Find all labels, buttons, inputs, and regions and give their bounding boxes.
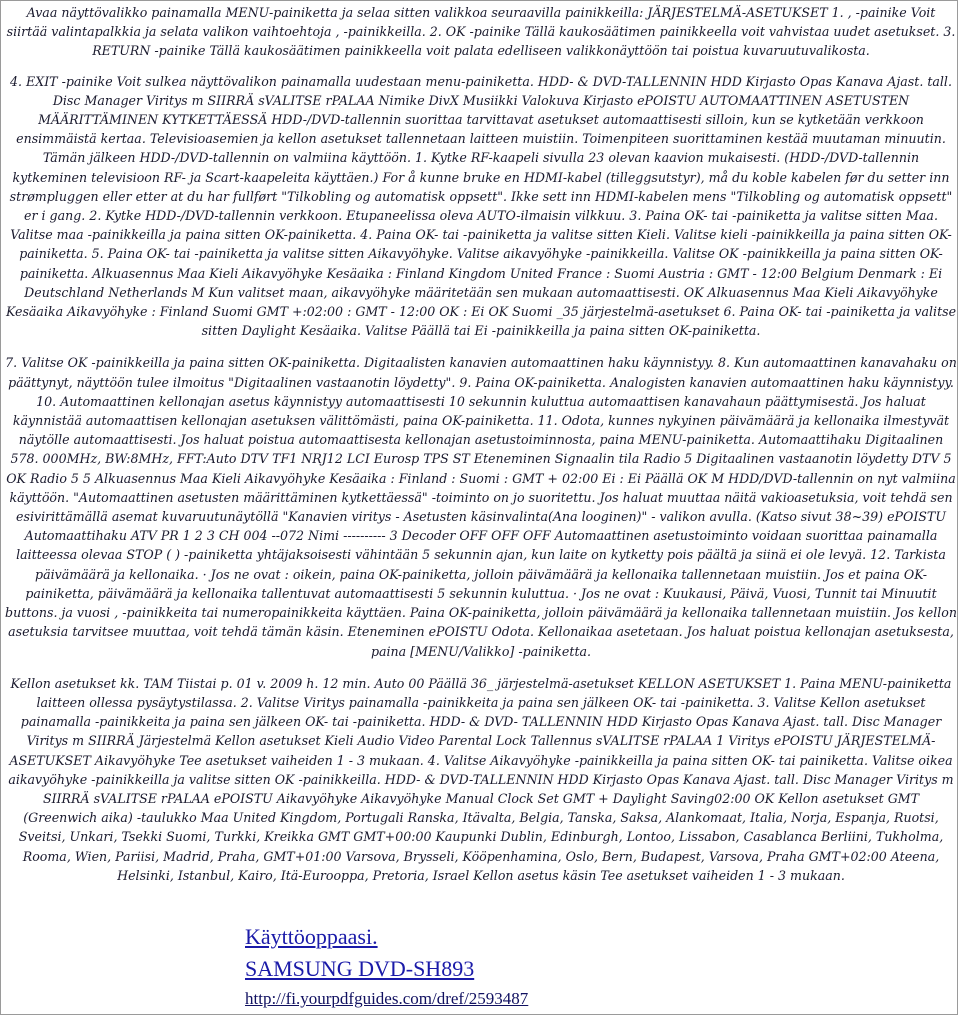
document-body — [5, 3, 957, 885]
product-link[interactable]: SAMSUNG DVD-SH893 — [245, 956, 475, 981]
paragraph-spacer — [5, 661, 957, 674]
paragraph-spacer — [5, 340, 957, 353]
paragraph-auto-setup: 4. EXIT -painike Voit sulkea näyttövalikon painamalla uudestaan menu-painiketta. HDD- & DVD-TALLENNIN HDD Kirjasto Opas Kanava Ajast. tall. Disc Manager Viritys m SIIRRÄ sVALITSE rPALAA Nimike DivX Musiikki Valokuva Kirjasto ePOISTU AUTOMAATTINEN ASETUSTEN MÄÄRITTÄMINEN KYTKETTÄESSÄ HDD-/DVD-tallennin suorittaa tarvittavat asetukset automaattisesti silloin, kun se kytketään verkkoon ensimmäistä kertaa. Televisioasemien ja kellon asetukset tallennetaan laitteen muistiin. Toimenpiteen suorittaminen kestää muutaman minuutin. Tämän jälkeen HDD-/DVD-tallennin on valmiina käyttöön. 1. Kytke RF-kaapeli sivulla 23 olevan kaavion mukaisesti. (HDD-/DVD-tallennin kytkeminen televisioon RF- ja Scart-kaapeleita käyttäen.) For å kunne bruke en HDMI-kabel (tilleggsutstyr), må du koble kabelen før du setter inn strømpluggen eller etter at du har fullført "Tilkobling og automatisk oppsett". Ikke sett inn HDMI-kabelen mens "Tilkobling og automatisk oppsett" er i gang. 2. Kytke HDD-/DVD-tallennin verkkoon. Etupaneelissa oleva AUTO-ilmaisin vilkkuu. 3. Paina OK- tai -painiketta ja valitse sitten Maa. Valitse maa -painikkeilla ja paina sitten OK-painiketta. 4. Paina OK- tai -painiketta ja valitse sitten Kieli. Valitse kieli -painikkeilla ja paina sitten OK-painiketta. 5. Paina OK- tai -painiketta ja valitse sitten Aikavyöhyke. Valitse aikavyöhyke -painikkeilla. Valitse OK -painikkeilla ja paina sitten OK-painiketta. Alkuasennus Maa Kieli Aikavyöhyke Kesäaika : Finland Kingdom United France : Suomi Austria : GMT - 12:00 Belgium Denmark : Ei Deutschland Netherlands M Kun valitset maan, aikavyöhyke määritetään sen mukaan automaattisesti. OK Alkuasennus Maa Kieli Aikavyöhyke Kesäaika Aikavyöhyke : Finland Suomi GMT +:02:00 : GMT - 12:00 OK : Ei OK Suomi _35 järjestelmä-asetukset 6. Paina OK- tai -painiketta ja valitse sitten Daylight Kesäaika. Valitse Päällä tai Ei -painikkeilla ja paina sitten OK-painiketta. — [5, 73, 957, 339]
paragraph-clock-settings: Kellon asetukset kk. TAM Tiistai p. 01 v. 2009 h. 12 min. Auto 00 Päällä 36_ järjestelmä-asetukset KELLON ASETUKSET 1. Paina MENU-painiketta laitteen ollessa pysäytystilassa. 2. Valitse Viritys painamalla -painikkeita ja paina sen jälkeen OK- tai -painiketta. 3. Valitse Kellon asetukset painamalla -painikkeita ja paina sen jälkeen OK- tai -painiketta. HDD- & DVD- TALLENNIN HDD Kirjasto Opas Kanava Ajast. tall. Disc Manager Viritys m SIIRRÄ Järjestelmä Kellon asetukset Kieli Audio Video Parental Lock Tallennus sVALITSE rPALAA 1 Viritys ePOISTU JÄRJESTELMÄ-ASETUKSET Aikavyöhyke Tee asetukset vaiheiden 1 - 3 mukaan. 4. Valitse Aikavyöhyke -painikkeilla ja paina sitten OK- tai painiketta. Valitse oikea aikavyöhyke -painikkeilla ja valitse sitten OK -painikkeilla. HDD- & DVD-TALLENNIN HDD Kirjasto Opas Kanava Ajast. tall. Disc Manager Viritys m SIIRRÄ sVALITSE rPALAA ePOISTU Aikavyöhyke Aikavyöhyke Manual Clock Set GMT + Daylight Saving02:00 OK Kellon asetukset GMT (Greenwich aika) -taulukko Maa United Kingdom, Portugali Ranska, Itävalta, Belgia, Tanska, Saksa, Alankomaat, Italia, Norja, Espanja, Ruotsi, Sveitsi, Unkari, Tsekki Suomi, Turkki, Kreikka GMT GMT+00:00 Kaupunki Dublin, Edinburgh, Lontoo, Lissabon, Casablanca Berliini, Tukholma, Rooma, Wien, Pariisi, Madrid, Praha, GMT+01:00 Varsova, Brysseli, Kööpenhamina, Oslo, Bern, Budapest, Varsova, Praha GMT+02:00 Ateena, Helsinki, Istanbul, Kairo, Itä-Eurooppa, Pretoria, Israel Kellon asetus käsin Tee asetukset vaiheiden 1 - 3 mukaan. — [8, 675, 954, 883]
footer-links — [245, 921, 528, 1013]
source-url-link[interactable]: http://fi.yourpdfguides.com/dref/2593487 — [245, 989, 529, 1008]
paragraph-spacer — [5, 61, 957, 72]
paragraph-channel-search: 7. Valitse OK -painikkeilla ja paina sitten OK-painiketta. Digitaalisten kanavien automaattinen haku käynnistyy. 8. Kun automaattinen kanavahaku on päättynyt, näyttöön tulee ilmoitus "Digitaalinen vastaanotin löydetty". 9. Paina OK-painiketta. Analogisten kanavien automaattinen haku käynnistyy. 10. Automaattinen kellonajan asetus käynnistyy automaattisesti 10 sekunnin kuluttua automaattisen kanavahaun päättymisestä. Jos haluat käynnistää automaattisen kellonajan asetuksen välittömästi, paina OK-painiketta. 11. Odota, kunnes nykyinen päivämäärä ja kellonaika ilmestyvät näytölle automaattisesti. Jos haluat poistua automaattisesta kellonajan asetustoiminnosta, paina MENU-painiketta. Automaattihaku Digitaalinen 578. 000MHz, BW:8MHz, FFT:Auto DTV TF1 NRJ12 LCI Eurosp TPS ST Eteneminen Signaalin tila Radio 5 Digitaalinen vastaanotin löydetty DTV 5 OK Radio 5 5 Alkuasennus Maa Kieli Aikavyöhyke Kesäaika : Finland : Suomi : GMT + 02:00 Ei : Ei Päällä OK M HDD/DVD-tallennin on nyt valmiina käyttöön. "Automaattinen asetusten määrittäminen kytkettäessä" -toiminto on jo suoritettu. Jos haluat muuttaa näitä vakioasetuksia, voit tehdä sen esivirittämällä asemat kuvaruutunäytöllä "Kanavien viritys - Asetusten käsinvalinta(Ana looginen)" - valikon avulla. (Katso sivut 38~39) ePOISTU Automaattihaku ATV PR 1 2 3 CH 004 --072 Nimi ---------- 3 Decoder OFF OFF OFF Automaattinen asetustoiminto voidaan suorittaa painamalla laitteessa olevaa STOP ( ) -painiketta yhtäjaksoisesti vähintään 5 sekunnin ajan, kun laite on kytketty pois päältä ja siinä ei ole levyä. 12. Tarkista päivämäärä ja kellonaika. · Jos ne ovat : oikein, paina OK-painiketta, jolloin päivämäärä ja kellonaika tallennetaan muistiin. Jos et paina OK-painiketta, päivämäärä ja kellonaika tallentuvat automaattisesti 5 sekunnin kuluttua. · Jos ne ovat : Kuukausi, Päivä, Vuosi, Tunnit tai Minuutit buttons. ja vuosi , -painikkeita tai numeropainikkeita käyttäen. Paina OK-painiketta, jolloin päivämäärä ja kellonaika tallennetaan muistiin. Jos kellon asetuksia tarvitsee muuttaa, voit tehdä tämän käsin. Eteneminen ePOISTU Odota. Kellonaikaa asetetaan. Jos haluat poistua kellonajan asetuksesta, paina [MENU/Valikko] -painiketta. — [5, 355, 957, 659]
manual-link[interactable]: Käyttöoppaasi. — [245, 924, 378, 949]
paragraph-menu-intro: Avaa näyttövalikko painamalla MENU-painiketta ja selaa sitten valikkoa seuraavilla painikkeilla: JÄRJESTELMÄ-ASETUKSET 1. , -painike Voit siirtää valintapalkkia ja selata valikon vaihtoehtoja , -painikkeilla. 2. OK -painike Tällä kaukosäätimen painikkeella voit vahvistaa uudet asetukset. 3. RETURN -painike Tällä kaukosäätimen painikkeella voit palata edelliseen valikkonäyttöön tai poistua kuvaruutuvalikosta. — [6, 5, 956, 59]
